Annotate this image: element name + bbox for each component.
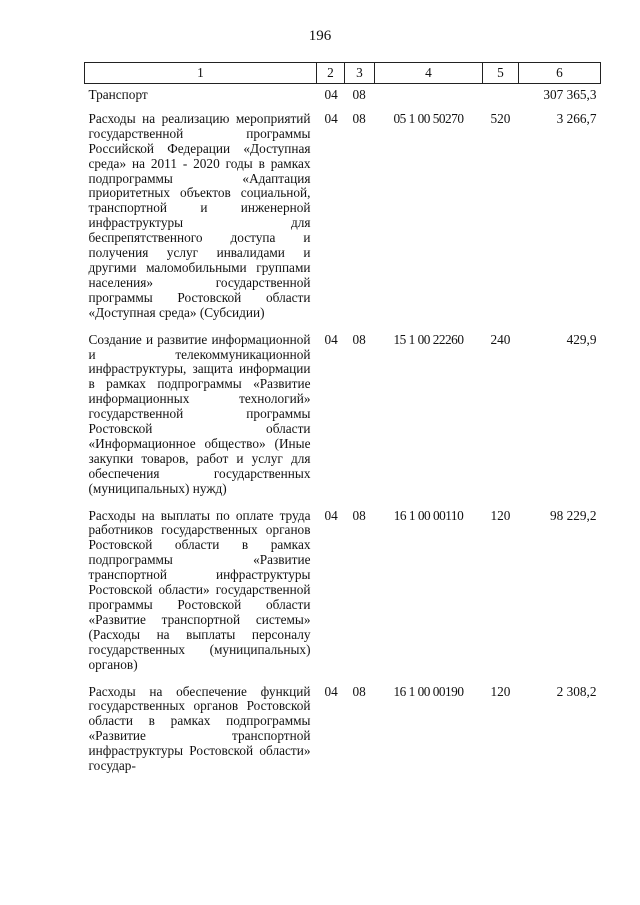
header-col-4: 4: [375, 63, 483, 84]
header-col-2: 2: [317, 63, 345, 84]
row-description: Создание и развитие информационной и телекоммуникационной инфраструктуры, защита информации в рамках подпрограммы «Развитие информационных технологий» государственной программы Ростовской области «Информационное общество» (Иные закупки товаров, работ и услуг для обеспечения государственных (муниципальных) нужд): [88, 331, 311, 496]
table-row: [85, 681, 601, 782]
row-amount: 429,9: [566, 331, 597, 347]
row-pr: 08: [352, 683, 366, 699]
row-pr: 08: [352, 507, 366, 523]
header-col-6: 6: [519, 63, 601, 84]
row-csr: 05 1 00 50270: [393, 110, 464, 126]
row-vr: 520: [490, 110, 511, 126]
row-description: Транспорт: [88, 87, 148, 102]
budget-table: [84, 62, 601, 782]
row-csr: [375, 84, 483, 108]
table-row: [85, 108, 601, 329]
page-number: 196: [308, 28, 332, 44]
row-rz: 04: [324, 683, 338, 699]
table-row: [85, 505, 601, 681]
table-row: [85, 84, 601, 108]
row-rz: 04: [324, 331, 338, 347]
table-row: [85, 329, 601, 505]
header-col-5: 5: [483, 63, 519, 84]
row-pr: 08: [352, 331, 366, 347]
row-csr: 15 1 00 22260: [393, 331, 464, 347]
row-amount: 307 365,3: [543, 87, 597, 102]
row-vr: 120: [490, 507, 511, 523]
row-pr: 08: [352, 87, 366, 102]
row-pr: 08: [352, 110, 366, 126]
row-rz: 04: [324, 110, 338, 126]
row-vr: 120: [490, 683, 511, 699]
header-col-3: 3: [345, 63, 375, 84]
row-amount: 98 229,2: [549, 507, 597, 523]
header-col-1: 1: [85, 63, 317, 84]
row-csr: 16 1 00 00110: [393, 507, 464, 523]
row-amount: 2 308,2: [556, 683, 597, 699]
row-vr: [483, 84, 519, 108]
row-amount: 3 266,7: [556, 110, 597, 126]
row-description: Расходы на выплаты по оплате труда работников государственных органов Ростовской области в рамках подпрограммы «Развитие транспортной инфраструктуры Ростовской области» государственной программы Ростовской области «Развитие транспортной системы» (Расходы на выплаты персоналу государственных (муниципальных) органов): [88, 507, 311, 672]
row-csr: 16 1 00 00190: [393, 683, 464, 699]
row-description: Расходы на реализацию мероприятий государственной программы Российской Федерации «Доступная среда» на 2011 - 2020 годы в рамках подпрограммы «Адаптация приоритетных объектов социальной, транспортной и инженерной инфраструктуры для беспрепятственного доступа и получения услуг инвалидами и другими маломобильными группами населения» государственной программы Ростовской области «Доступная среда» (Субсидии): [88, 110, 311, 320]
header-row: [85, 63, 601, 84]
row-rz: 04: [324, 87, 338, 102]
row-rz: 04: [324, 507, 338, 523]
row-description: Расходы на обеспечение функций государственных органов Ростовской области в рамках подпрограммы «Развитие транспортной инфраструктуры Ростовской области» государ-: [88, 683, 311, 774]
row-vr: 240: [490, 331, 511, 347]
